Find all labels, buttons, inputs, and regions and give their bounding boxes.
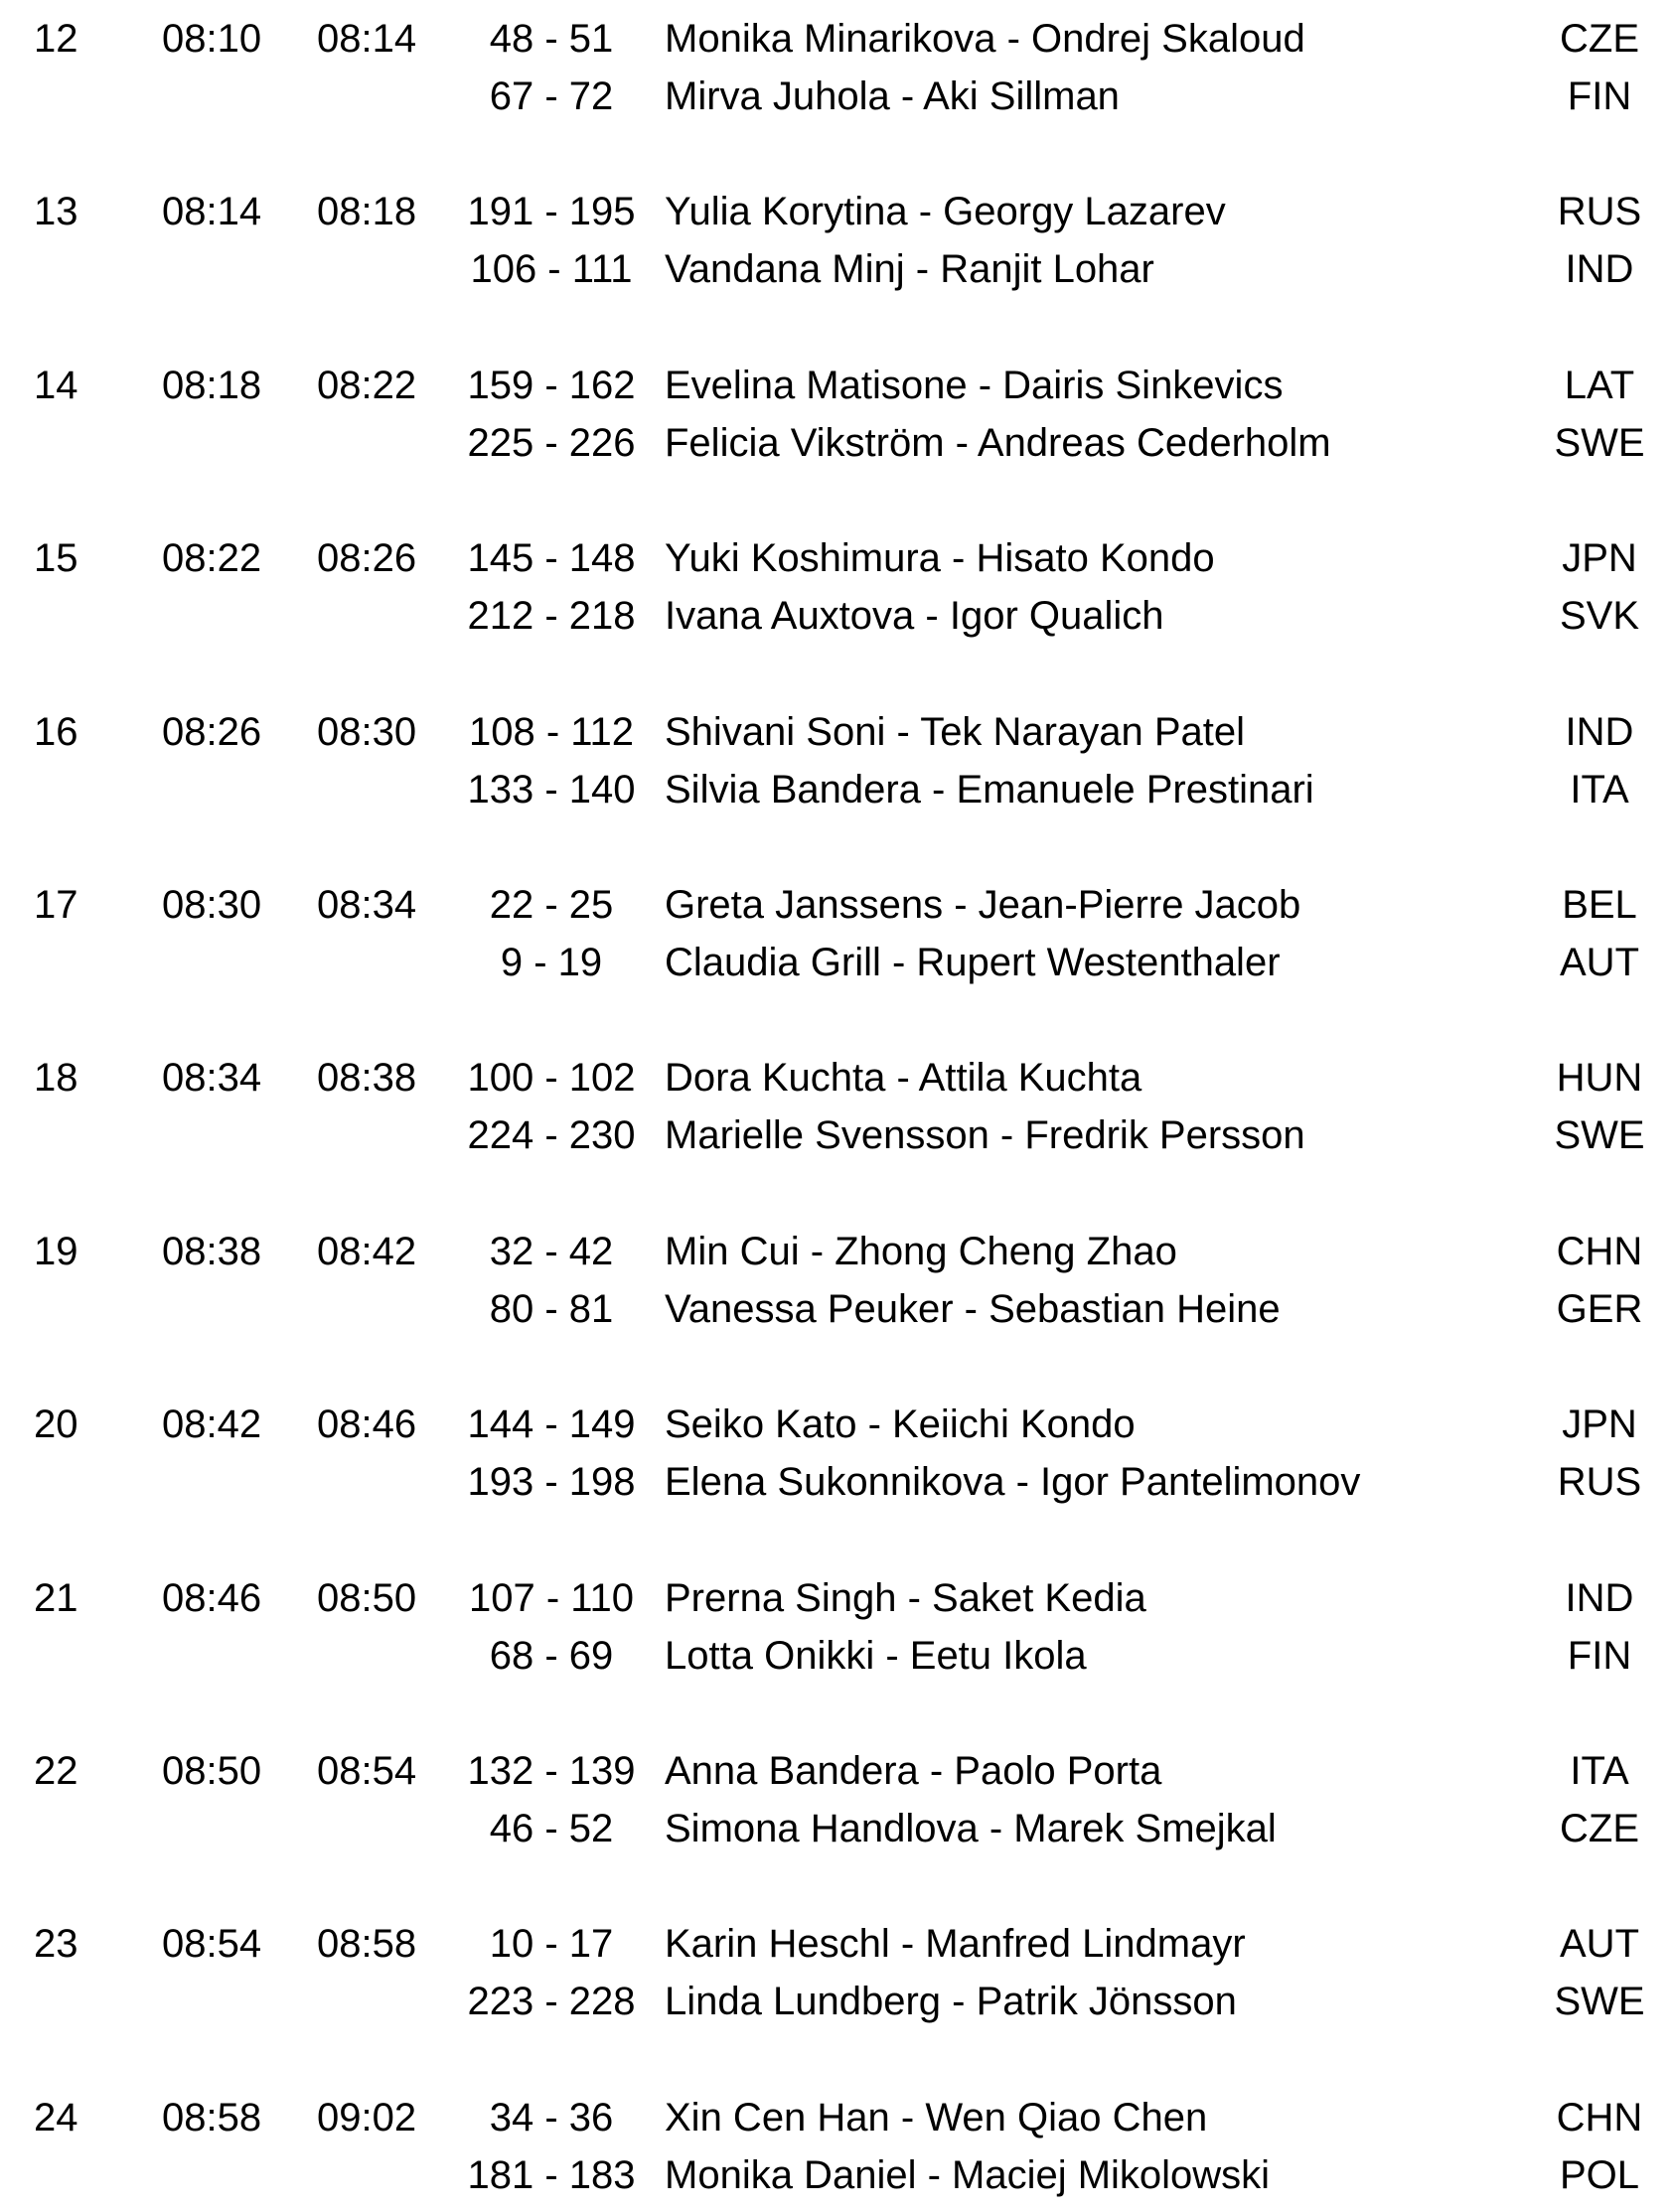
country-code: SWE: [1554, 1980, 1645, 2024]
bib-numbers: 32 - 42: [489, 1229, 614, 1273]
flight-number: 13: [34, 190, 78, 234]
start-time: 08:46: [162, 1575, 262, 1620]
country-code: CHN: [1556, 2095, 1643, 2139]
flight-number: 24: [34, 2095, 78, 2139]
end-time: 08:50: [317, 1575, 417, 1620]
bib-numbers: 145 - 148: [467, 536, 636, 581]
pair-names: Shivani Soni - Tek Narayan Patel: [665, 709, 1246, 754]
bib-numbers: 132 - 139: [467, 1749, 636, 1793]
country-code: SWE: [1554, 1113, 1645, 1158]
bib-numbers: 133 - 140: [467, 767, 636, 811]
pair-names: Monika Minarikova - Ondrej Skaloud: [665, 17, 1305, 61]
pair-names: Claudia Grill - Rupert Westenthaler: [665, 941, 1281, 984]
flight-group: [0, 361, 1673, 480]
bib-numbers: 223 - 228: [467, 1980, 636, 2024]
country-code: AUT: [1560, 1922, 1639, 1967]
bib-numbers: 108 - 112: [468, 709, 635, 754]
country-code: JPN: [1562, 1402, 1637, 1447]
pair-names: Greta Janssens - Jean-Pierre Jacob: [665, 883, 1301, 927]
country-code: AUT: [1560, 941, 1639, 984]
flight-number: 20: [34, 1402, 78, 1447]
country-code: GER: [1556, 1286, 1643, 1331]
bib-numbers: 107 - 110: [468, 1575, 635, 1620]
start-time: 08:54: [162, 1922, 262, 1967]
country-code: CHN: [1556, 1229, 1643, 1273]
bib-numbers: 224 - 230: [467, 1113, 636, 1158]
bib-numbers: 191 - 195: [467, 190, 636, 234]
country-code: CZE: [1560, 1807, 1639, 1850]
country-code: IND: [1565, 709, 1634, 754]
flight-group: [0, 1053, 1673, 1172]
end-time: 08:14: [317, 17, 417, 61]
pair-names: Elena Sukonnikova - Igor Pantelimonov: [665, 1460, 1361, 1505]
flight-group: [0, 880, 1673, 999]
bib-numbers: 225 - 226: [467, 420, 636, 465]
end-time: 08:38: [317, 1056, 417, 1101]
pair-names: Lotta Onikki - Eetu Ikola: [665, 1633, 1087, 1678]
flight-group: [0, 14, 1673, 133]
start-time: 08:50: [162, 1749, 262, 1793]
flight-number: 19: [34, 1229, 78, 1273]
country-code: FIN: [1567, 74, 1632, 118]
end-time: 08:58: [317, 1922, 417, 1967]
pair-names: Prerna Singh - Saket Kedia: [665, 1575, 1146, 1620]
pair-names: Yuki Koshimura - Hisato Kondo: [665, 536, 1215, 581]
country-code: SWE: [1554, 420, 1645, 465]
country-code: FIN: [1567, 1633, 1632, 1678]
end-time: 08:42: [317, 1229, 417, 1273]
pair-names: Felicia Vikström - Andreas Cederholm: [665, 420, 1331, 465]
flight-number: 17: [34, 883, 78, 927]
start-time: 08:22: [162, 536, 262, 581]
bib-numbers: 144 - 149: [467, 1402, 636, 1447]
bib-numbers: 48 - 51: [489, 17, 614, 61]
bib-numbers: 106 - 111: [470, 247, 633, 292]
pair-names: Seiko Kato - Keiichi Kondo: [665, 1402, 1136, 1447]
country-code: SVK: [1559, 594, 1640, 639]
pair-names: Evelina Matisone - Dairis Sinkevics: [665, 363, 1284, 407]
flight-number: 21: [34, 1575, 78, 1620]
flight-group: [0, 707, 1673, 826]
bib-numbers: 22 - 25: [489, 883, 614, 927]
end-time: 08:54: [317, 1749, 417, 1793]
start-time: 08:42: [162, 1402, 262, 1447]
bib-numbers: 68 - 69: [489, 1633, 614, 1678]
pair-names: Min Cui - Zhong Cheng Zhao: [665, 1229, 1177, 1273]
flight-number: 18: [34, 1056, 78, 1101]
bib-numbers: 34 - 36: [489, 2095, 614, 2139]
bib-numbers: 193 - 198: [467, 1460, 636, 1505]
country-code: HUN: [1556, 1056, 1643, 1101]
start-time: 08:58: [162, 2095, 262, 2139]
pair-names: Dora Kuchta - Attila Kuchta: [665, 1056, 1142, 1101]
country-code: ITA: [1570, 1749, 1629, 1793]
end-time: 08:34: [317, 883, 417, 927]
flight-group: [0, 187, 1673, 306]
country-code: LAT: [1564, 363, 1635, 407]
pair-names: Simona Handlova - Marek Smejkal: [665, 1807, 1277, 1850]
bib-numbers: 10 - 17: [489, 1922, 614, 1967]
pair-names: Monika Daniel - Maciej Mikolowski: [665, 2152, 1271, 2197]
flight-group: [0, 533, 1673, 653]
start-time: 08:14: [162, 190, 262, 234]
flight-group: [0, 1573, 1673, 1693]
pair-names: Ivana Auxtova - Igor Qualich: [665, 594, 1164, 639]
start-time: 08:30: [162, 883, 262, 927]
start-time: 08:26: [162, 709, 262, 754]
country-code: RUS: [1557, 1460, 1642, 1505]
pair-names: Vandana Minj - Ranjit Lohar: [665, 247, 1154, 292]
flight-number: 16: [34, 709, 78, 754]
pair-names: Marielle Svensson - Fredrik Persson: [665, 1113, 1305, 1158]
pair-names: Anna Bandera - Paolo Porta: [665, 1749, 1162, 1793]
pair-names: Mirva Juhola - Aki Sillman: [665, 74, 1120, 118]
end-time: 08:18: [317, 190, 417, 234]
end-time: 09:02: [317, 2095, 417, 2139]
bib-numbers: 80 - 81: [489, 1286, 614, 1331]
start-time: 08:10: [162, 17, 262, 61]
country-code: IND: [1565, 1575, 1634, 1620]
flight-group: [0, 1746, 1673, 1865]
pair-names: Karin Heschl - Manfred Lindmayr: [665, 1922, 1246, 1967]
bib-numbers: 67 - 72: [489, 74, 614, 118]
country-code: CZE: [1560, 17, 1639, 61]
flight-number: 15: [34, 536, 78, 581]
country-code: RUS: [1557, 190, 1642, 234]
country-code: BEL: [1562, 883, 1637, 927]
bib-numbers: 100 - 102: [467, 1056, 636, 1101]
flight-group: [0, 1919, 1673, 2038]
country-code: ITA: [1570, 767, 1629, 811]
pair-names: Vanessa Peuker - Sebastian Heine: [665, 1286, 1281, 1331]
bib-numbers: 9 - 19: [500, 941, 603, 984]
bib-numbers: 212 - 218: [467, 594, 636, 639]
bib-numbers: 46 - 52: [489, 1807, 614, 1850]
country-code: POL: [1559, 2152, 1640, 2197]
pair-names: Silvia Bandera - Emanuele Prestinari: [665, 767, 1314, 811]
end-time: 08:30: [317, 709, 417, 754]
flight-number: 12: [34, 17, 78, 61]
start-time: 08:38: [162, 1229, 262, 1273]
flight-group: [0, 1400, 1673, 1519]
flight-number: 14: [34, 363, 78, 407]
pair-names: Xin Cen Han - Wen Qiao Chen: [665, 2095, 1208, 2139]
pair-names: Yulia Korytina - Georgy Lazarev: [665, 190, 1226, 234]
start-time: 08:18: [162, 363, 262, 407]
flight-number: 22: [34, 1749, 78, 1793]
start-time: 08:34: [162, 1056, 262, 1101]
flight-group: [0, 2093, 1673, 2212]
end-time: 08:26: [317, 536, 417, 581]
bib-numbers: 181 - 183: [467, 2152, 636, 2197]
end-time: 08:46: [317, 1402, 417, 1447]
flight-number: 23: [34, 1922, 78, 1967]
country-code: JPN: [1562, 536, 1637, 581]
bib-numbers: 159 - 162: [467, 363, 636, 407]
end-time: 08:22: [317, 363, 417, 407]
flight-group: [0, 1227, 1673, 1346]
country-code: IND: [1565, 247, 1634, 292]
pair-names: Linda Lundberg - Patrik Jönsson: [665, 1980, 1237, 2024]
